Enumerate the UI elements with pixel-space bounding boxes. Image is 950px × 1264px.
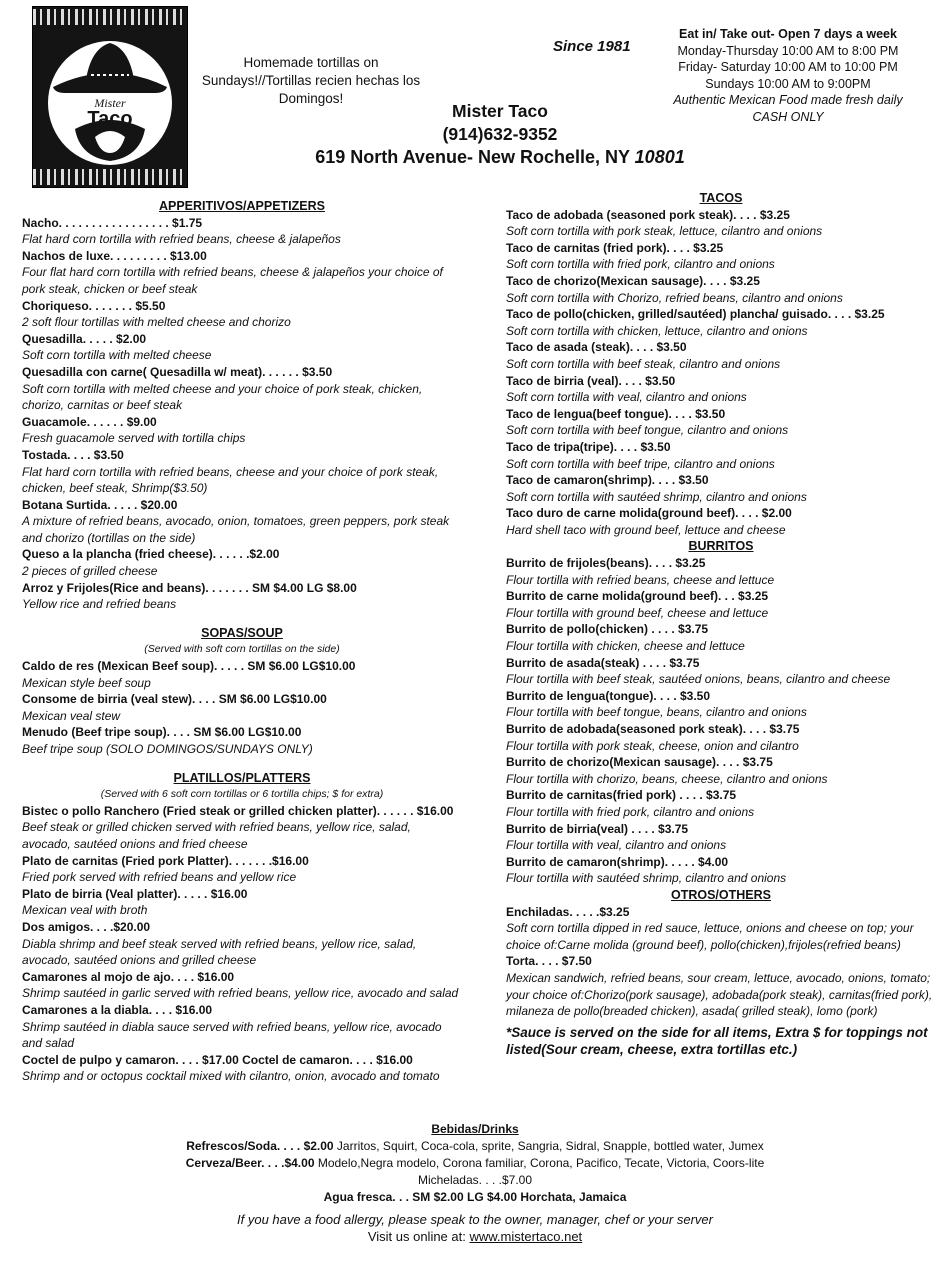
visit-line <box>150 1228 800 1245</box>
menu-item-name: Nacho. . . . . . . . . . . . . . . . . $1.75 <box>22 215 203 230</box>
menu-item-description: Soft corn tortilla with chicken, lettuce, cilantro and onions <box>506 323 808 338</box>
menu-item <box>506 505 936 538</box>
menu-item-name: Taco de chorizo(Mexican sausage). . . . $3.25 <box>506 273 760 288</box>
hours-line: Eat in/ Take out- Open 7 days a week <box>679 27 897 41</box>
hours-block <box>668 26 908 125</box>
sauce-note: *Sauce is served on the side for all items, Extra $ for toppings not listed(Sour cream, cheese, extra tortillas etc.) <box>506 1024 928 1057</box>
menu-item-name: Dos amigos. . . .$20.00 <box>22 919 151 934</box>
menu-item-description: 2 soft flour tortillas with melted cheese and chorizo <box>22 315 291 330</box>
beer-label: Cerveza/Beer. . . .$4.00 <box>185 1156 315 1170</box>
section-header: BURRITOS <box>688 539 754 554</box>
menu-item-name: Burrito de pollo(chicken) . . . . $3.75 <box>506 622 709 637</box>
menu-item <box>506 821 936 854</box>
menu-item <box>506 688 936 721</box>
menu-item-description: Fresh guacamole served with tortilla chips <box>22 431 246 446</box>
hours-line: CASH ONLY <box>752 109 824 124</box>
menu-item-name: Burrito de frijoles(beans). . . . $3.25 <box>506 556 706 571</box>
beer-list: Modelo,Negra modelo, Corona familiar, Corona, Pacifico, Tecate, Victoria, Coors-lite <box>314 1156 765 1170</box>
restaurant-address <box>300 146 700 169</box>
menu-item-description: Soft corn tortilla with beef steak, cilantro and onions <box>506 356 781 371</box>
menu-item <box>22 298 462 331</box>
menu-item <box>22 331 462 364</box>
menu-item-description: Flour tortilla with ground beef, cheese and lettuce <box>506 605 769 620</box>
menu-item <box>22 1002 462 1052</box>
restaurant-name: Mister Taco <box>452 101 548 121</box>
menu-item-name: Queso a la plancha (fried cheese). . . . . .$2.00 <box>22 547 280 562</box>
menu-item-name: Menudo (Beef tripe soup). . . . SM $6.00 LG$10.00 <box>22 725 302 740</box>
menu-item-description: Flour tortilla with veal, cilantro and onions <box>506 838 727 853</box>
menu-item-description: Mexican veal stew <box>22 708 121 723</box>
menu-item <box>506 787 936 820</box>
menu-item-name: Taco de carnitas (fried pork). . . . $3.25 <box>506 240 724 255</box>
section-header: APPERITIVOS/APPETIZERS <box>158 199 325 213</box>
menu-item-description: Beef steak or grilled chicken served with refried beans, yellow rice, salad, avocado, sautéed onions and fried cheese <box>22 820 411 851</box>
menu-item-description: Soft corn tortilla with sautéed shrimp, cilantro and onions <box>506 489 807 504</box>
menu-item-description: Soft corn tortilla with beef tripe, cilantro and onions <box>506 456 775 471</box>
menu-item-description: 2 pieces of grilled cheese <box>22 564 158 579</box>
hours-line: Friday- Saturday 10:00 AM to 10:00 PM <box>678 60 898 74</box>
menu-item-description: Soft corn tortilla with pork steak, lettuce, cilantro and onions <box>506 224 823 239</box>
menu-item-name: Burrito de adobada(seasoned pork steak). . . . $3.75 <box>506 722 800 736</box>
menu-item-description: Four flat hard corn tortilla with refried beans, cheese & jalapeños your choice of pork steak, chicken or beef steak <box>22 265 443 296</box>
menu-item <box>22 364 462 414</box>
menu-item <box>506 406 936 439</box>
menu-item <box>22 853 462 886</box>
menu-item-description: Soft corn tortilla with melted cheese and your choice of pork steak, chicken, chorizo, carnitas or beef steak <box>22 381 423 413</box>
soda-label: Refrescos/Soda. . . . $2.00 <box>186 1139 334 1153</box>
menu-item <box>506 754 936 787</box>
section-header: OTROS/OTHERS <box>670 887 771 902</box>
menu-item-description: Shrimp and or octopus cocktail mixed with cilantro, onion, avocado and tomato <box>22 1069 440 1084</box>
restaurant-logo <box>32 6 188 188</box>
menu-item <box>22 546 462 579</box>
menu-item <box>506 207 936 240</box>
menu-item-name: Burrito de birria(veal) . . . . $3.75 <box>506 821 689 836</box>
menu-item <box>506 621 936 654</box>
menu-item <box>22 1052 462 1085</box>
visit-label: Visit us online at: <box>367 1229 470 1244</box>
menu-item-description: Yellow rice and refried beans <box>22 597 177 612</box>
logo-pattern-band <box>33 169 187 185</box>
menu-item-name: Taco de asada (steak). . . . $3.50 <box>506 340 687 355</box>
menu-item-description: Fried pork served with refried beans and yellow rice <box>22 870 297 885</box>
menu-item <box>506 854 936 887</box>
menu-item-name: Arroz y Frijoles(Rice and beans). . . . . . . SM $4.00 LG $8.00 <box>22 580 357 595</box>
menu-item-name: Coctel de pulpo y camaron. . . . $17.00 Coctel de camaron. . . . $16.00 <box>22 1052 413 1067</box>
menu-item <box>506 721 936 754</box>
menu-item-name: Taco de lengua(beef tongue). . . . $3.50 <box>506 406 726 421</box>
menu-item-name: Nachos de luxe. . . . . . . . . $13.00 <box>22 248 207 263</box>
menu-item-description: Flour tortilla with fried pork, cilantro and onions <box>506 804 755 819</box>
menu-item <box>22 724 462 757</box>
menu-item-name: Taco de pollo(chicken, grilled/sautéed) plancha/ guisado. . . . $3.25 <box>506 307 885 322</box>
menu-item-description: Flour tortilla with chicken, cheese and lettuce <box>506 639 745 654</box>
section-note: (Served with soft corn tortillas on the side) <box>144 643 340 656</box>
menu-left-column <box>22 198 462 1085</box>
logo-text-mister: Mister <box>94 96 126 110</box>
menu-item <box>22 886 462 919</box>
address-street: 619 North Avenue- New Rochelle, NY <box>315 147 635 167</box>
menu-item <box>506 373 936 406</box>
section-header: SOPAS/SOUP <box>201 625 283 640</box>
menu-item-description: Mexican style beef soup <box>22 675 151 690</box>
menu-item-description: Beef tripe soup (SOLO DOMINGOS/SUNDAYS ONLY) <box>22 742 313 756</box>
menu-item-name: Taco de camaron(shrimp). . . . $3.50 <box>506 473 709 488</box>
tortilla-note: Homemade tortillas on Sundays!//Tortillas recien hechas los Domingos! <box>201 55 421 106</box>
menu-item-name: Taco de adobada (seasoned pork steak). . . . $3.25 <box>506 207 790 222</box>
menu-item <box>506 472 936 505</box>
menu-item <box>506 953 936 1019</box>
menu-item <box>506 240 936 273</box>
menu-item-name: Burrito de carnitas(fried pork) . . . . $3.75 <box>506 788 737 803</box>
menu-item-description: Shrimp sautéed in diabla sauce served with refried beans, yellow rice, avocado and salad <box>22 1019 442 1051</box>
menu-item-name: Torta. . . . $7.50 <box>506 954 592 969</box>
menu-item <box>506 306 936 339</box>
footer <box>150 1211 800 1245</box>
menu-item <box>22 497 462 547</box>
menu-item-description: Flour tortilla with chorizo, beans, cheese, cilantro and onions <box>506 771 828 786</box>
menu-item-name: Burrito de camaron(shrimp). . . . . $4.00 <box>506 854 729 869</box>
menu-item <box>506 339 936 372</box>
menu-item-name: Taco de birria (veal). . . . $3.50 <box>506 373 676 388</box>
restaurant-phone: (914)632-9352 <box>442 124 558 144</box>
since-year: Since 1981 <box>553 38 631 55</box>
drinks-section <box>150 1121 800 1206</box>
menu-item-description: Shrimp sautéed in garlic served with refried beans, yellow rice, avocado and salad <box>22 986 459 1001</box>
menu-item <box>22 414 462 447</box>
menu-item-name: Caldo de res (Mexican Beef soup). . . . . SM $6.00 LG$10.00 <box>22 659 356 674</box>
menu-item-description: Hard shell taco with ground beef, lettuce and cheese <box>506 522 786 537</box>
menu-item-description: Soft corn tortilla with melted cheese <box>22 348 212 363</box>
menu-item-name: Quesadilla con carne( Quesadilla w/ meat). . . . . . $3.50 <box>22 364 333 379</box>
drinks-micheladas: Micheladas. . . .$7.00 <box>417 1173 533 1187</box>
menu-item-name: Plato de birria (Veal platter). . . . . $16.00 <box>22 886 248 901</box>
menu-item-description: Soft corn tortilla with beef tongue, cilantro and onions <box>506 423 789 438</box>
hours-line: Authentic Mexican Food made fresh daily <box>673 93 903 107</box>
section-note: (Served with 6 soft corn tortillas or 6 tortilla chips; $ for extra) <box>100 788 384 801</box>
sombrero-face-icon <box>45 29 175 169</box>
menu-item-name: Taco duro de carne molida(ground beef). . . . $2.00 <box>506 506 792 521</box>
menu-item-description: Mexican sandwich, refried beans, sour cream, lettuce, avocado, onions, tomato; your choice of:Chorizo(pork sausage), adobada(pork steak), carnitas(fried pork), milaneza de pollo(breaded chicken), asada( grilled steak), lomo (pork) <box>506 970 933 1019</box>
menu-item-description: Flour tortilla with refried beans, cheese and lettuce <box>506 572 775 587</box>
menu-item-description: Flat hard corn tortilla with refried beans, cheese & jalapeños <box>22 232 341 247</box>
menu-item <box>22 969 462 1002</box>
menu-item-description: Flat hard corn tortilla with refried beans, cheese and your choice of pork steak, chicken, beef steak, Shrimp($3.50) <box>22 464 439 496</box>
hours-line: Monday-Thursday 10:00 AM to 8:00 PM <box>677 43 899 58</box>
menu-right-column <box>506 190 936 1058</box>
hours-line: Sundays 10:00 AM to 9:00PM <box>705 76 871 91</box>
menu-item-description: Soft corn tortilla with Chorizo, refried beans, cilantro and onions <box>506 290 843 305</box>
logo-pattern-band <box>33 9 187 25</box>
menu-item <box>22 658 462 691</box>
menu-item-name: Botana Surtida. . . . . $20.00 <box>22 497 178 512</box>
menu-item-description: Flour tortilla with sautéed shrimp, cilantro and onions <box>506 871 787 886</box>
address-zip: 10801 <box>634 147 685 167</box>
menu-item-description: Flour tortilla with beef steak, sautéed onions, beans, cilantro and cheese <box>506 672 891 687</box>
menu-item <box>22 691 462 724</box>
menu-item <box>22 248 462 298</box>
section-header: PLATILLOS/PLATTERS <box>173 770 311 785</box>
soda-list: Jarritos, Squirt, Coca-cola, sprite, Sangria, Sidral, Snapple, bottled water, Jumex <box>333 1139 764 1153</box>
menu-item-name: Burrito de chorizo(Mexican sausage). . . . $3.75 <box>506 755 773 770</box>
menu-item-description: Diabla shrimp and beef steak served with refried beans, yellow rice, salad, avocado, sautéed onions and grilled cheese <box>22 936 417 968</box>
menu-item-name: Bistec o pollo Ranchero (Fried steak or grilled chicken platter). . . . . . $16.00 <box>22 803 454 818</box>
menu-item <box>22 580 462 613</box>
menu-item-description: Mexican veal with broth <box>22 903 148 918</box>
allergy-note: If you have a food allergy, please speak to the owner, manager, chef or your server <box>237 1212 713 1227</box>
menu-item-name: Burrito de carne molida(ground beef). . . $3.25 <box>506 589 769 604</box>
menu-item-name: Taco de tripa(tripe). . . . $3.50 <box>506 439 671 454</box>
section-header: TACOS <box>699 191 743 205</box>
menu-item-name: Camarones a la diabla. . . . $16.00 <box>22 1002 213 1017</box>
right-items <box>506 190 936 1020</box>
menu-item <box>22 919 462 969</box>
menu-item-description: Soft corn tortilla with veal, cilantro and onions <box>506 390 747 405</box>
menu-item <box>506 588 936 621</box>
menu-item <box>506 439 936 472</box>
menu-item-description: Flour tortilla with beef tongue, beans, cilantro and onions <box>506 705 807 720</box>
menu-item-description: Soft corn tortilla dipped in red sauce, lettuce, onions and cheese on top; your choice of:Carne molida (ground beef), pollo(chicken),frijoles(refried beans) <box>506 921 914 952</box>
menu-item <box>506 655 936 688</box>
website-link[interactable]: www.mistertaco.net <box>469 1229 583 1244</box>
drinks-header: Bebidas/Drinks <box>431 1122 519 1136</box>
menu-item <box>506 273 936 306</box>
drinks-soda-line <box>150 1138 800 1155</box>
menu-item-name: Guacamole. . . . . . $9.00 <box>22 414 157 429</box>
drinks-agua-fresca: Agua fresca. . . SM $2.00 LG $4.00 Horchata, Jamaica <box>323 1190 627 1204</box>
menu-item <box>22 447 462 497</box>
section-gap <box>22 758 462 770</box>
drinks-beer-line <box>150 1155 800 1172</box>
logo-text-taco: Taco <box>87 108 133 130</box>
menu-item-description: A mixture of refried beans, avocado, onion, tomatoes, green peppers, pork steak and chorizo (tortillas on the side) <box>22 514 450 545</box>
menu-item-name: Tostada. . . . $3.50 <box>22 447 124 462</box>
menu-item-name: Camarones al mojo de ajo. . . . $16.00 <box>22 969 235 984</box>
section-gap <box>22 613 462 625</box>
restaurant-info <box>300 100 700 169</box>
menu-item <box>22 803 462 853</box>
menu-item <box>506 555 936 588</box>
menu-item-name: Burrito de asada(steak) . . . . $3.75 <box>506 655 700 670</box>
menu-item-description: Soft corn tortilla with fried pork, cilantro and onions <box>506 257 775 272</box>
menu-item-name: Choriqueso. . . . . . . $5.50 <box>22 298 166 313</box>
menu-item <box>22 215 462 248</box>
menu-item-name: Plato de carnitas (Fried pork Platter). . . . . . .$16.00 <box>22 853 309 868</box>
menu-item-name: Enchiladas. . . . .$3.25 <box>506 904 630 919</box>
menu-item-name: Burrito de lengua(tongue). . . . $3.50 <box>506 688 711 703</box>
menu-item <box>506 904 936 954</box>
menu-item-description: Flour tortilla with pork steak, cheese, onion and cilantro <box>506 738 799 753</box>
menu-item-name: Consome de birria (veal stew). . . . SM $6.00 LG$10.00 <box>22 692 327 707</box>
menu-item-name: Quesadilla. . . . . $2.00 <box>22 331 147 346</box>
